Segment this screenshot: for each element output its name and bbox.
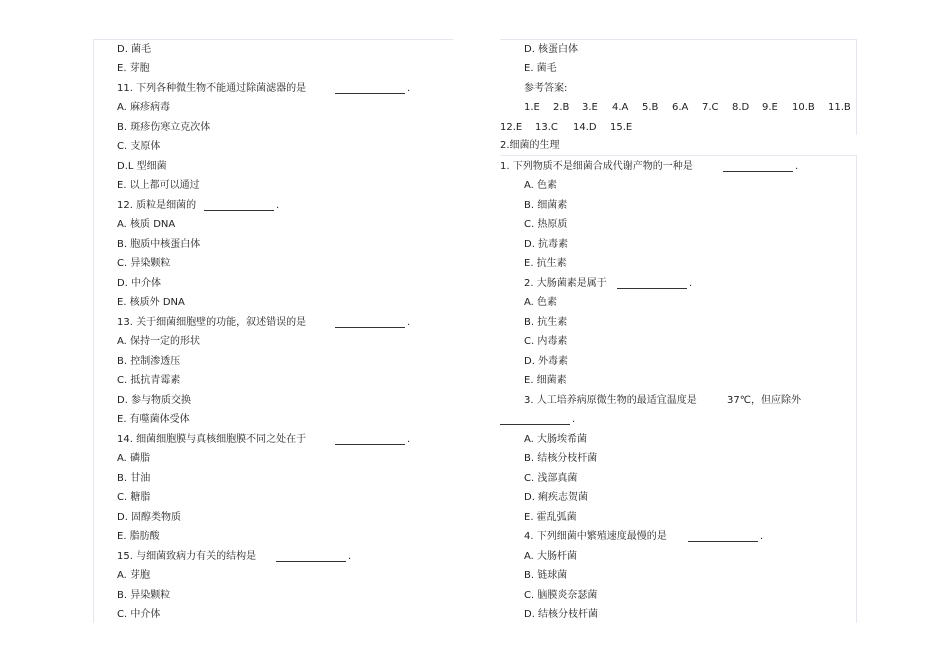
answer-item: 12.E	[500, 122, 523, 133]
blank-period: .	[760, 531, 764, 542]
option-line: B. 细菌素	[524, 200, 568, 211]
answer-item: 1.E	[524, 102, 540, 113]
question-13: 13. 关于细菌细胞壁的功能，叙述错误的是	[117, 317, 307, 328]
question-11: 11. 下列各种微生物不能通过除菌滤器的是	[117, 83, 307, 94]
option-line: D. 菌毛	[117, 44, 152, 55]
option-line: E. 霍乱弧菌	[524, 512, 577, 523]
blank-period: .	[572, 414, 576, 425]
answer-item: 2.B	[553, 102, 570, 113]
blank-period: .	[689, 278, 693, 289]
option-line: D.L 型细菌	[117, 161, 167, 172]
option-line: D. 中介体	[117, 278, 162, 289]
option-line: A. 核质 DNA	[117, 219, 176, 230]
option-line: D. 参与物质交换	[117, 395, 192, 406]
answer-item: 9.E	[762, 102, 778, 113]
answer-item: 3.E	[582, 102, 598, 113]
question-12: 12. 质粒是细菌的	[117, 200, 197, 211]
option-line: B. 结核分枝杆菌	[524, 453, 598, 464]
option-line: C. 抵抗青霉素	[117, 375, 181, 386]
blank-period: .	[407, 317, 411, 328]
option-line: C. 脑膜炎奈瑟菌	[524, 590, 598, 601]
answer-blank	[335, 84, 405, 94]
option-line: A. 大肠杆菌	[524, 551, 578, 562]
answer-item: 15.E	[610, 122, 633, 133]
option-line: E. 菌毛	[524, 63, 557, 74]
answer-blank	[500, 415, 570, 425]
option-line: B. 斑疹伤寒立克次体	[117, 122, 211, 133]
option-line: D. 固醇类物质	[117, 512, 182, 523]
blank-period: .	[795, 161, 799, 172]
option-line: D. 核蛋白体	[524, 44, 579, 55]
answer-blank	[723, 162, 793, 172]
option-line: B. 链球菌	[524, 570, 568, 581]
option-line: C. 内毒素	[524, 336, 568, 347]
option-line: B. 胞质中核蛋白体	[117, 239, 201, 250]
option-line: E. 以上都可以通过	[117, 180, 200, 191]
option-line: E. 芽胞	[117, 63, 150, 74]
answer-blank	[335, 435, 405, 445]
option-line: A. 保持一定的形状	[117, 336, 201, 347]
option-line: A. 色素	[524, 297, 558, 308]
option-line: C. 支原体	[117, 141, 161, 152]
option-line: C. 糖脂	[117, 492, 151, 503]
answer-item: 10.B	[792, 102, 815, 113]
option-line: A. 大肠埃希菌	[524, 434, 588, 445]
question-4: 4. 下列细菌中繁殖速度最慢的是	[524, 531, 667, 542]
answer-item: 11.B	[828, 102, 851, 113]
option-line: A. 磷脂	[117, 453, 151, 464]
blank-period: .	[407, 83, 411, 94]
answer-blank	[335, 318, 405, 328]
section-title: 2.细菌的生理	[500, 140, 560, 151]
answer-item: 5.B	[642, 102, 659, 113]
option-line: D. 结核分枝杆菌	[524, 609, 599, 620]
option-line: D. 痢疾志贺菌	[524, 492, 589, 503]
option-line: E. 细菌素	[524, 375, 567, 386]
answer-key-heading: 参考答案:	[524, 83, 568, 94]
option-line: A. 色素	[524, 180, 558, 191]
option-line: D. 抗毒素	[524, 239, 569, 250]
option-line: E. 抗生素	[524, 258, 567, 269]
option-line: C. 中介体	[117, 609, 161, 620]
option-line: C. 热原质	[524, 219, 568, 230]
option-line: E. 有噬菌体受体	[117, 414, 190, 425]
option-line: B. 甘油	[117, 473, 151, 484]
answer-item: 14.D	[573, 122, 597, 133]
blank-period: .	[348, 551, 352, 562]
blank-period: .	[276, 200, 280, 211]
question-2: 2. 大肠菌素是属于	[524, 278, 607, 289]
option-line: E. 脂肪酸	[117, 531, 160, 542]
answer-blank	[204, 201, 274, 211]
option-line: B. 控制渗透压	[117, 356, 181, 367]
answer-item: 6.A	[672, 102, 689, 113]
option-line: D. 外毒素	[524, 356, 569, 367]
question-3: 3. 人工培养病原微生物的最适宜温度是	[524, 395, 697, 406]
option-line: C. 浅部真菌	[524, 473, 578, 484]
answer-blank	[688, 532, 758, 542]
option-line: B. 抗生素	[524, 317, 568, 328]
option-line: A. 芽胞	[117, 570, 151, 581]
answer-item: 7.C	[702, 102, 719, 113]
question-14: 14. 细菌细胞膜与真核细胞膜不同之处在于	[117, 434, 307, 445]
question-15: 15. 与细菌致病力有关的结构是	[117, 551, 257, 562]
answer-item: 4.A	[612, 102, 629, 113]
option-line: E. 核质外 DNA	[117, 297, 185, 308]
answer-blank	[617, 279, 687, 289]
question-1: 1. 下列物质不是细菌合成代谢产物的一种是	[500, 161, 693, 172]
answer-blank	[276, 552, 346, 562]
option-line: C. 异染颗粒	[117, 258, 171, 269]
option-line: A. 麻疹病毒	[117, 102, 171, 113]
option-line: B. 异染颗粒	[117, 590, 171, 601]
answer-item: 13.C	[535, 122, 558, 133]
question-3-continued: 37℃，但应除外	[727, 395, 801, 406]
blank-period: .	[407, 434, 411, 445]
answer-item: 8.D	[732, 102, 750, 113]
